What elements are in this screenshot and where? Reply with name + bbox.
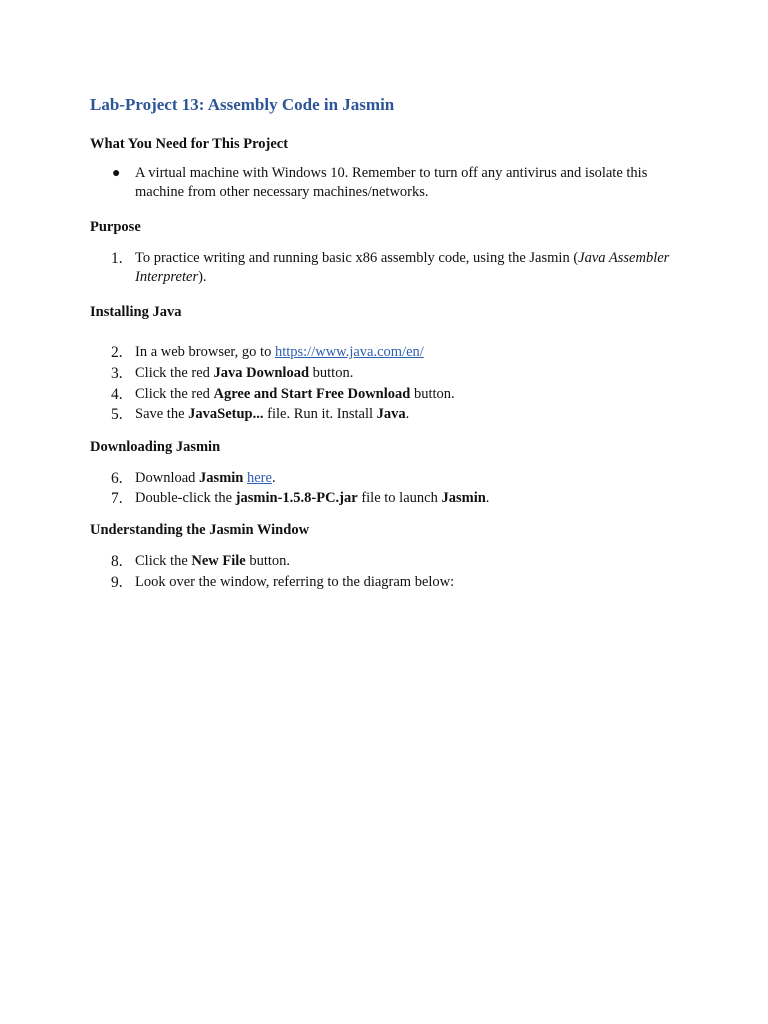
step-text-bold: JavaSetup... [188, 406, 264, 422]
step-text-end: ). [198, 269, 207, 285]
heading-what-you-need: What You Need for This Project [90, 136, 289, 152]
step-number: 5. [111, 406, 123, 423]
step-number: 7. [111, 490, 123, 507]
step-number: 6. [111, 470, 123, 487]
step-4 [111, 385, 680, 404]
step-number: 9. [111, 574, 123, 591]
step-text-bold: Java Download [213, 365, 310, 381]
step-number: 8. [111, 553, 123, 570]
step-number: 2. [111, 344, 123, 361]
step-text-end: button. [245, 553, 291, 569]
step-1 [111, 249, 680, 287]
step-8 [111, 552, 680, 571]
step-text-mid: file to launch [357, 490, 442, 506]
page-title: Lab-Project 13: Assembly Code in Jasmin [90, 95, 395, 114]
java-download-link[interactable]: https://www.java.com/en/ [274, 344, 424, 360]
step-text: To practice writing and running basic x86 assembly code, using the Jasmin ( [135, 250, 579, 266]
step-text-mid: file. Run it. Install [263, 406, 377, 422]
list-item-requirement [112, 164, 680, 202]
step-text: Look over the window, referring to the diagram below: [135, 574, 455, 590]
step-text-bold: New File [191, 553, 246, 569]
step-text: Download [135, 470, 200, 486]
step-text: Click the red [135, 365, 214, 381]
step-number: 4. [111, 386, 123, 403]
step-text-italic: Java Assembler Interpreter [135, 250, 670, 285]
jasmin-here-link[interactable]: here [247, 470, 272, 486]
step-text-bold-2: Jasmin [441, 490, 486, 506]
step-text-bold-2: Java [376, 406, 406, 422]
step-text: Click the red [135, 386, 214, 402]
step-text-bold: jasmin-1.5.8-PC.jar [235, 490, 358, 506]
step-text-end: . [405, 406, 410, 422]
step-9 [111, 573, 680, 592]
step-text: Click the [135, 553, 192, 569]
bullet-icon: ● [112, 166, 121, 181]
heading-installing-java: Installing Java [90, 304, 182, 320]
step-text-end: . [271, 470, 276, 486]
heading-purpose: Purpose [90, 219, 141, 235]
step-text-bold: Agree and Start Free Download [213, 386, 411, 402]
step-text-end: button. [410, 386, 455, 402]
requirement-text: A virtual machine with Windows 10. Remember to turn off any antivirus and isolate this machine from other necessary machines/networks. [135, 165, 648, 200]
step-number: 1. [111, 250, 123, 267]
heading-downloading-jasmin: Downloading Jasmin [90, 439, 221, 455]
step-text-end: . [485, 490, 490, 506]
heading-understanding-jasmin-window: Understanding the Jasmin Window [90, 522, 310, 538]
step-text: In a web browser, go to [135, 344, 275, 360]
step-7 [111, 489, 680, 508]
step-text: Double-click the [135, 490, 236, 506]
step-text-bold: Jasmin [199, 470, 244, 486]
step-2 [111, 343, 680, 362]
step-text: Save the [135, 406, 189, 422]
step-3 [111, 364, 680, 383]
step-text-end: button. [309, 365, 354, 381]
step-6 [111, 469, 680, 488]
step-5 [111, 405, 680, 424]
step-number: 3. [111, 365, 123, 382]
